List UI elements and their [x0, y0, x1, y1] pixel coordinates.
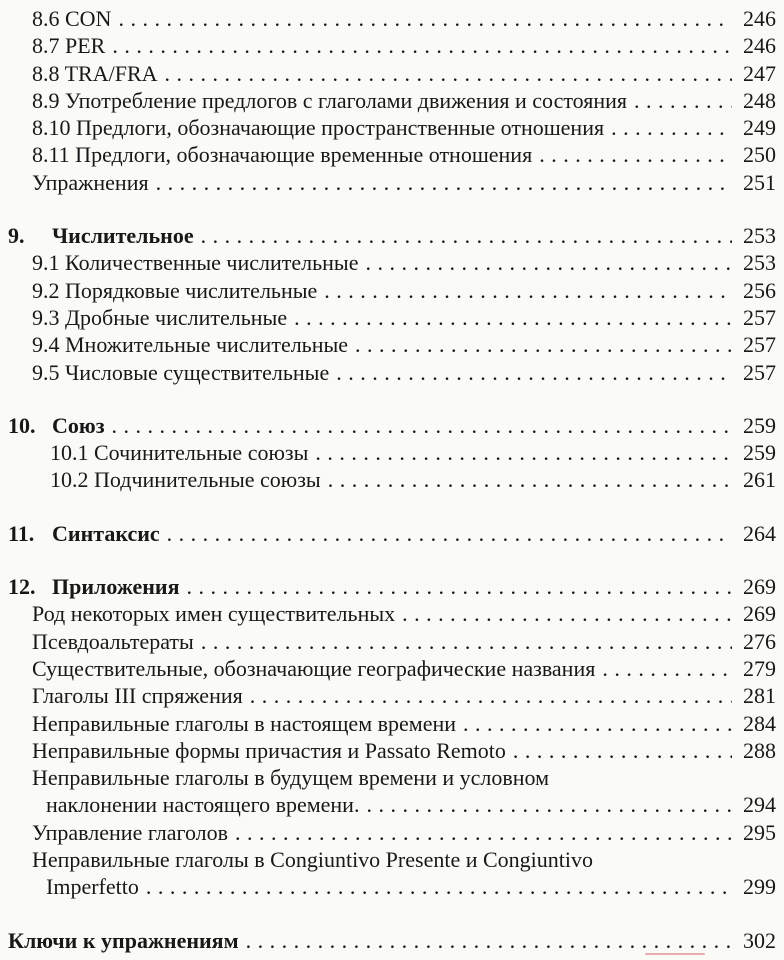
toc-entry [8, 331, 776, 358]
toc-entry-label: Неправильные глаголы в Congiuntivo Presente и Congiuntivo [32, 847, 593, 873]
toc-entry-wrapped-line2 [8, 791, 776, 818]
page-number: 257 [743, 332, 776, 358]
dot-leader [187, 573, 733, 600]
dot-leader [112, 412, 732, 439]
dot-leader [611, 114, 732, 141]
chapter-title: Союз [52, 412, 105, 438]
page-number: 253 [743, 250, 776, 276]
page-number: 257 [743, 304, 776, 330]
page-number: 248 [743, 87, 776, 113]
dot-leader [366, 791, 732, 818]
page-number: 276 [743, 628, 776, 654]
toc-entry-label: 9.4 Множительные числительные [32, 332, 349, 358]
page-number: 247 [743, 60, 776, 86]
page-number: 281 [743, 683, 776, 709]
toc-entry [8, 277, 776, 304]
toc-entry-label: Упражнения [32, 169, 149, 195]
dot-leader [328, 466, 732, 493]
page-number: 259 [743, 440, 776, 466]
page-number: 269 [743, 574, 776, 600]
toc-entry [8, 60, 776, 87]
toc-entry-label: 9.2 Порядковые числительные [32, 277, 318, 303]
dot-leader [336, 359, 732, 386]
dot-leader [246, 927, 732, 954]
page-number: 295 [743, 819, 776, 845]
dot-leader [402, 600, 732, 627]
page-number: 259 [743, 412, 776, 438]
toc-entry-label: Неправильные глаголы в будущем времени и условном [32, 765, 550, 791]
scan-artifact-line [645, 953, 705, 955]
toc-entry-label: 8.11 Предлоги, обозначающие временные отношения [32, 142, 533, 168]
toc-entry-label: наклонении настоящего времени. [46, 792, 360, 818]
section-gap [8, 494, 776, 520]
page-number: 302 [743, 927, 776, 953]
page-number: 284 [743, 710, 776, 736]
toc-entry-label: 9.5 Числовые существительные [32, 359, 330, 385]
chapter-number: 12. [8, 574, 36, 600]
dot-leader [355, 331, 732, 358]
page-number: 246 [743, 33, 776, 59]
toc-entry-label: 10.2 Подчинительные союзы [50, 467, 321, 493]
toc-entry [8, 114, 776, 141]
dot-leader [235, 819, 732, 846]
dot-leader [156, 169, 732, 196]
chapter-number: 10. [8, 412, 36, 438]
page-number: 253 [743, 223, 776, 249]
page-number: 250 [743, 142, 776, 168]
dot-leader [250, 682, 732, 709]
page-number: 269 [743, 601, 776, 627]
toc-entry-label: Неправильные формы причастия и Passato Remoto [32, 737, 506, 763]
toc-entry-wrapped-line1 [8, 846, 776, 873]
page-number: 261 [743, 467, 776, 493]
chapter-number: 11. [8, 520, 35, 546]
dot-leader [602, 655, 732, 682]
page-number: 294 [743, 792, 776, 818]
dot-leader [112, 32, 732, 59]
toc-entry-wrapped-line1 [8, 764, 776, 791]
page-number: 256 [743, 277, 776, 303]
toc-entry [8, 466, 776, 493]
toc-entry [8, 819, 776, 846]
toc-entry-label: Существительные, обозначающие географические названия [32, 655, 596, 681]
dot-leader [294, 304, 732, 331]
toc-entry [8, 304, 776, 331]
toc-entry-label: 8.8 TRA/FRA [32, 60, 158, 86]
dot-leader [539, 141, 732, 168]
toc-entry [8, 655, 776, 682]
dot-leader [167, 520, 732, 547]
toc-entry-label: 10.1 Сочинительные союзы [50, 440, 309, 466]
dot-leader [634, 87, 732, 114]
page-number: 288 [743, 737, 776, 763]
toc-entry [8, 600, 776, 627]
toc-entry-wrapped-line2 [8, 873, 776, 900]
toc-entry-label: 8.10 Предлоги, обозначающие пространственные отношения [32, 115, 605, 141]
dot-leader [118, 5, 732, 32]
dot-leader [165, 60, 732, 87]
dot-leader [146, 873, 732, 900]
toc-entry [8, 87, 776, 114]
toc-entry [8, 5, 776, 32]
toc-entry-label: 8.6 CON [32, 6, 112, 31]
section-gap [8, 547, 776, 573]
section-gap [8, 901, 776, 927]
toc-entry [8, 439, 776, 466]
dot-leader [315, 439, 732, 466]
toc-entry [8, 141, 776, 168]
page-number: 249 [743, 115, 776, 141]
page-number: 279 [743, 655, 776, 681]
toc-entry [8, 359, 776, 386]
toc-entry-label: 8.9 Употребление предлогов с глаголами движения и состояния [32, 87, 628, 113]
toc-entry [8, 32, 776, 59]
page-number: 246 [743, 6, 776, 31]
dot-leader [365, 249, 732, 276]
toc-keys-row [8, 927, 776, 954]
chapter-title: Приложения [52, 574, 180, 600]
toc-entry-label: Imperfetto [46, 874, 139, 900]
dot-leader [463, 710, 732, 737]
toc-chapter-row [8, 222, 776, 249]
section-gap [8, 386, 776, 412]
section-gap [8, 196, 776, 222]
toc-entry [8, 737, 776, 764]
page-number: 264 [743, 520, 776, 546]
toc-chapter-row [8, 520, 776, 547]
chapter-title: Синтаксис [52, 520, 160, 546]
page-number: 299 [743, 874, 776, 900]
toc-chapter-row [8, 412, 776, 439]
toc-entry [8, 682, 776, 709]
toc-entry-label: 8.7 PER [32, 33, 106, 59]
toc-entry-label: 9.1 Количественные числительные [32, 250, 359, 276]
toc-entry-label: 9.3 Дробные числительные [32, 304, 288, 330]
toc-entry-label: Неправильные глаголы в настоящем времени [32, 710, 457, 736]
toc-entry-label: Род некоторых имен существительных [32, 601, 396, 627]
toc-entry-label: Псевдоальтераты [32, 628, 194, 654]
page-number: 257 [743, 359, 776, 385]
toc-entry [8, 628, 776, 655]
dot-leader [201, 628, 732, 655]
toc-entry-label: Управление глаголов [32, 819, 229, 845]
toc-entry [8, 249, 776, 276]
toc-entry-label: Глаголы III спряжения [32, 683, 243, 709]
chapter-title: Числительное [52, 223, 194, 249]
toc-entry [8, 710, 776, 737]
chapter-number: 9. [8, 223, 25, 249]
toc-chapter-row [8, 573, 776, 600]
dot-leader [201, 222, 732, 249]
page-number: 251 [743, 169, 776, 195]
dot-leader [513, 737, 732, 764]
dot-leader [324, 277, 732, 304]
toc-entry-label: Ключи к упражнениям [8, 927, 239, 953]
toc-entry [8, 169, 776, 196]
